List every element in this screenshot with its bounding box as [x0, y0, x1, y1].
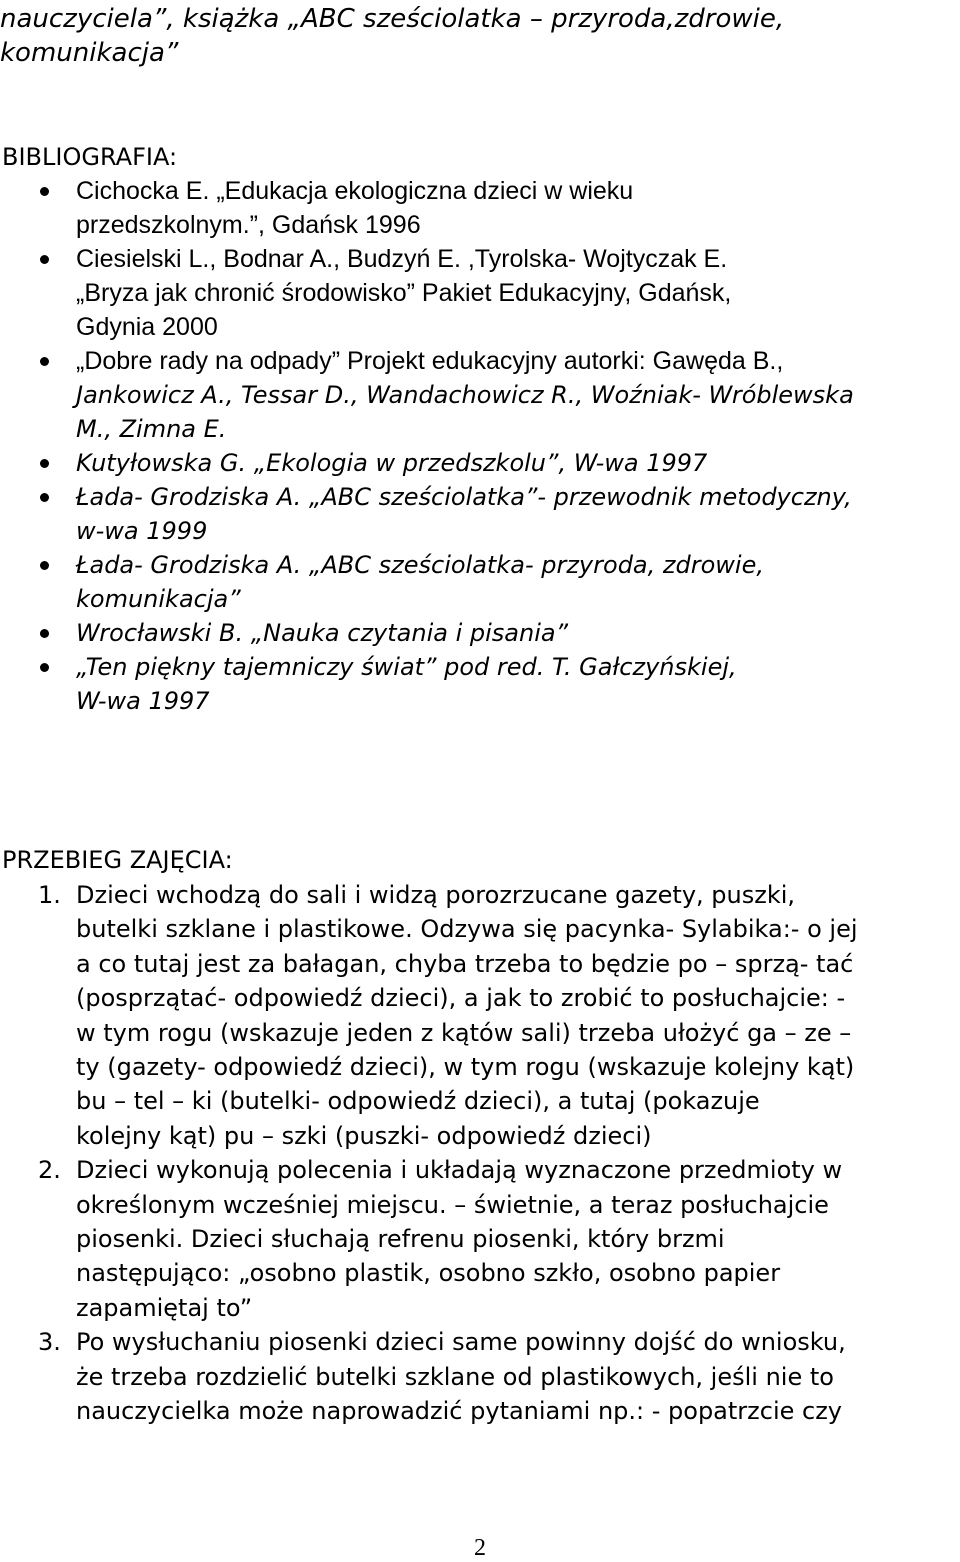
step-number: 1. [38, 881, 61, 909]
step-line: bu – tel – ki (butelki- odpowiedź dzieci), a tutaj (pokazuje [76, 1087, 760, 1116]
bibliography-line: Łada- Grodziska A. „ABC sześciolatka”- przewodnik metodyczny, [76, 483, 852, 511]
bibliography-line: Wrocławski B. „Nauka czytania i pisania” [76, 619, 568, 647]
step-line: piosenki. Dzieci słuchają refrenu piosenki, który brzmi [76, 1225, 725, 1254]
intro-line: nauczyciela”, książka „ABC sześciolatka – przyroda,zdrowie, [0, 4, 785, 34]
bibliography-item [0, 650, 958, 718]
bullet-icon [40, 493, 49, 502]
bibliography-item [0, 616, 958, 650]
bibliography-line: Gdynia 2000 [76, 313, 218, 341]
bibliography-item [0, 344, 958, 446]
bibliography-line: w-wa 1999 [76, 517, 208, 545]
bibliography-line: „Ten piękny tajemniczy świat” pod red. T. Gałczyńskiej, [76, 653, 737, 681]
step-line: (posprzątać- odpowiedź dzieci), a jak to zrobić to posłuchajcie: - [76, 984, 846, 1013]
step-line: a co tutaj jest za bałagan, chyba trzeba to będzie po – sprzą- tać [76, 949, 854, 978]
step-line: Po wysłuchaniu piosenki dzieci same powinny dojść do wniosku, [76, 1328, 846, 1357]
step-line: następująco: „osobno plastik, osobno szkło, osobno papier [76, 1259, 781, 1288]
step-line: kolejny kąt) pu – szki (puszki- odpowiedź dzieci) [76, 1121, 652, 1150]
step-line: Dzieci wchodzą do sali i widzą porozrzucane gazety, puszki, [76, 881, 796, 909]
bibliography-line: Kutyłowska G. „Ekologia w przedszkolu”, W-wa 1997 [76, 449, 708, 477]
steps-list [0, 878, 960, 1429]
bullet-icon [40, 629, 49, 638]
intro-text [0, 2, 950, 70]
step-number: 2. [38, 1156, 61, 1185]
bullet-icon [40, 187, 49, 196]
bibliography-line: „Dobre rady na odpady” Projekt edukacyjny autorki: Gawęda B., [76, 347, 784, 375]
step-line: butelki szklane i plastikowe. Odzywa się pacynka- Sylabika:- o jej [76, 915, 858, 944]
bibliography-line: „Bryza jak chronić środowisko” Pakiet Edukacyjny, Gdańsk, [76, 279, 732, 307]
step-line: ty (gazety- odpowiedź dzieci), w tym rogu (wskazuje kolejny kąt) [76, 1053, 855, 1082]
bibliography-item [0, 446, 958, 480]
bullet-icon [40, 255, 49, 264]
bibliography-line: Łada- Grodziska A. „ABC sześciolatka- przyroda, zdrowie, [76, 551, 764, 579]
step-number: 3. [38, 1328, 61, 1357]
page-number: 2 [474, 1535, 486, 1561]
step-item [0, 878, 960, 1153]
bullet-icon [40, 357, 49, 366]
bullet-icon [40, 459, 49, 468]
bibliography-line: M., Zimna E. [76, 415, 227, 443]
bibliography-item [0, 174, 958, 242]
step-line: w tym rogu (wskazuje jeden z kątów sali) trzeba ułożyć ga – ze – [76, 1018, 852, 1047]
bibliography-line: przedszkolnym.”, Gdańsk 1996 [76, 211, 421, 239]
step-line: że trzeba rozdzielić butelki szklane od plastikowych, jeśli nie to [76, 1362, 834, 1391]
bibliography-item [0, 242, 958, 344]
bullet-icon [40, 561, 49, 570]
step-line: nauczycielka może naprowadzić pytaniami np.: - popatrzcie czy [76, 1397, 843, 1426]
bibliography-line: Cichocka E. „Edukacja ekologiczna dzieci w wieku [76, 177, 634, 205]
bibliography-heading: BIBLIOGRAFIA: [2, 143, 178, 171]
bibliography-item [0, 480, 958, 548]
bibliography-line: komunikacja” [76, 585, 241, 613]
steps-heading: PRZEBIEG ZAJĘCIA: [2, 846, 233, 874]
intro-line: komunikacja” [0, 38, 179, 68]
bibliography-list [0, 174, 958, 718]
bibliography-line: W-wa 1997 [76, 687, 210, 715]
bibliography-line: Ciesielski L., Bodnar A., Budzyń E. ,Tyrolska- Wojtyczak E. [76, 245, 728, 273]
bullet-icon [40, 663, 49, 672]
bibliography-item [0, 548, 958, 616]
step-line: Dzieci wykonują polecenia i układają wyznaczone przedmioty w [76, 1156, 843, 1185]
step-line: określonym wcześniej miejscu. – świetnie, a teraz posłuchajcie [76, 1190, 829, 1219]
step-item [0, 1153, 960, 1325]
step-line: zapamiętaj to” [76, 1293, 253, 1322]
step-item [0, 1325, 960, 1428]
bibliography-line: Jankowicz A., Tessar D., Wandachowicz R., Woźniak- Wróblewska [76, 381, 854, 409]
